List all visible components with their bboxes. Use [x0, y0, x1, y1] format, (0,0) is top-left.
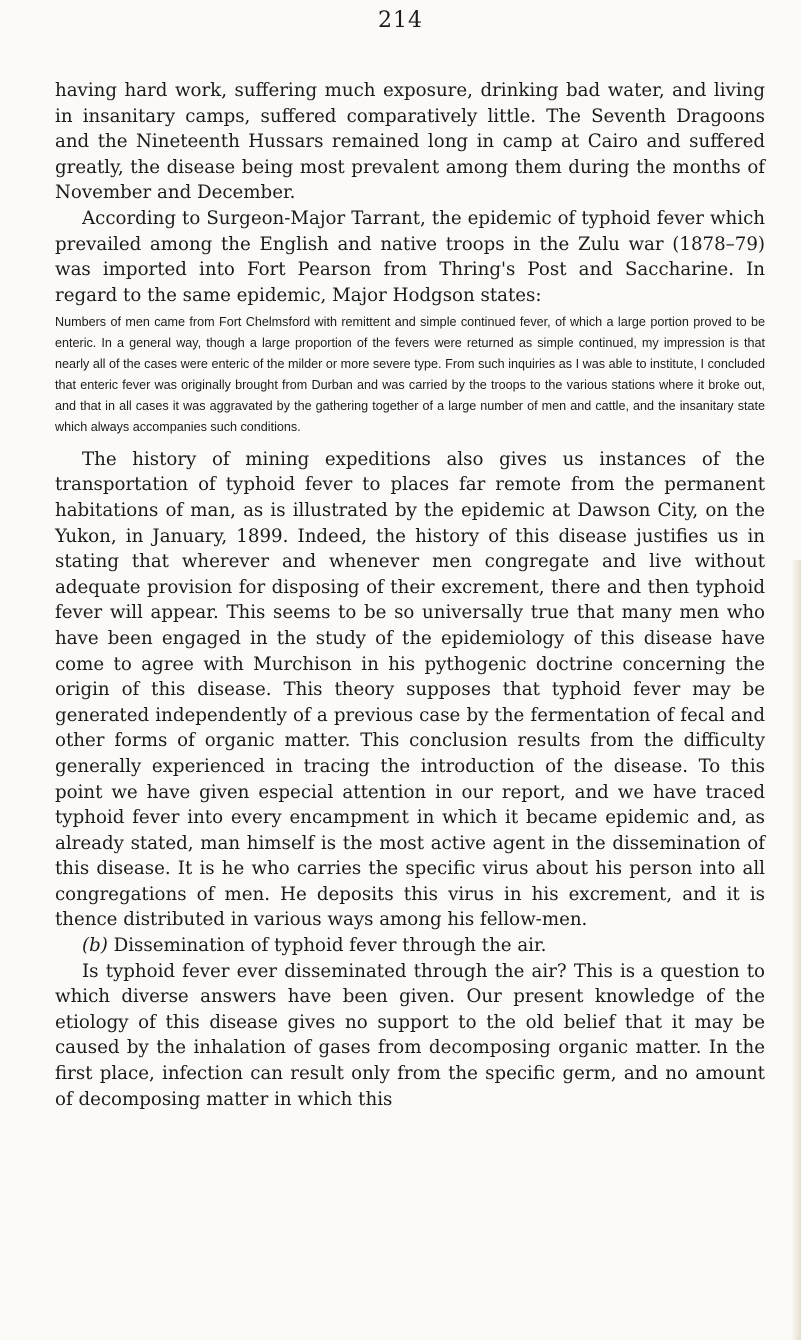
section-heading-text: Dissemination of typhoid fever through the air.: [107, 935, 547, 957]
page-body: [55, 78, 765, 1112]
paragraph-air-question: Is typhoid fever ever disseminated through the air? This is a question to which diverse answers have been given. Our present knowledge of the etiology of this disease gives no support to the old belief that it may be caused by the inhalation of gases from decomposing organic matter. In the first place, infection can result only from the specific germ, and no amount of decomposing matter in which this: [55, 960, 765, 1110]
page-number: 214: [378, 8, 423, 33]
paragraph-mining-expeditions: The history of mining expeditions also gives us instances of the transportation of typhoid fever to places far remote from the permanent habitations of man, as is illustrated by the epidemic at Dawson City, on the Yukon, in January, 1899. Indeed, the history of this disease justifies us in stating that wherever and whenever men congregate and live without adequate provision for disposing of their excrement, there and then typhoid fever will appear. This seems to be so universally true that many men who have been engaged in the study of the epidemiology of this disease have come to agree with Murchison in his pythogenic doctrine concerning the origin of this disease. This theory supposes that typhoid fever may be generated independently of a previous case by the fermentation of fecal and other forms of organic matter. This conclusion results from the difficulty generally experienced in tracing the introduction of the disease. To this point we have given especial attention in our report, and we have traced typhoid fever into every encampment in which it became epidemic and, as already stated, man himself is the most active agent in the dissemination of this disease. It is he who carries the specific virus about his person into all congregations of men. He deposits this virus in his excrement, and it is thence distributed in various ways among his fellow-men.: [55, 448, 765, 931]
page-edge-shadow: [791, 560, 801, 1340]
block-quote-hodgson: Numbers of men came from Fort Chelmsford with remittent and simple continued fever, of which a large portion proved to be enteric. In a general way, though a large proportion of the fevers were returned as simple continued, my impression is that nearly all of the cases were enteric of the milder or more severe type. From such inquiries as I was able to institute, I concluded that enteric fever was originally brought from Durban and was carried by the troops to the various stations where it broke out, and that in all cases it was aggravated by the gathering together of a large number of men and cattle, and the insanitary state which always accompanies such conditions.: [55, 315, 765, 434]
paragraph-zulu-war: According to Surgeon-Major Tarrant, the epidemic of typhoid fever which prevailed among the English and native troops in the Zulu war (1878–79) was imported into Fort Pearson from Thring's Post and Saccharine. In regard to the same epidemic, Major Hodgson states:: [55, 207, 765, 306]
section-heading-air-dissemination: [55, 933, 765, 959]
section-heading-label: (b): [82, 935, 108, 957]
paragraph-camp-conditions: having hard work, suffering much exposure, drinking bad water, and living in insanitary camps, suffered comparatively little. The Seventh Dragoons and the Nineteenth Hussars remained long in camp at Cairo and suffered greatly, the disease being most prevalent among them during the months of November and December.: [55, 80, 765, 204]
